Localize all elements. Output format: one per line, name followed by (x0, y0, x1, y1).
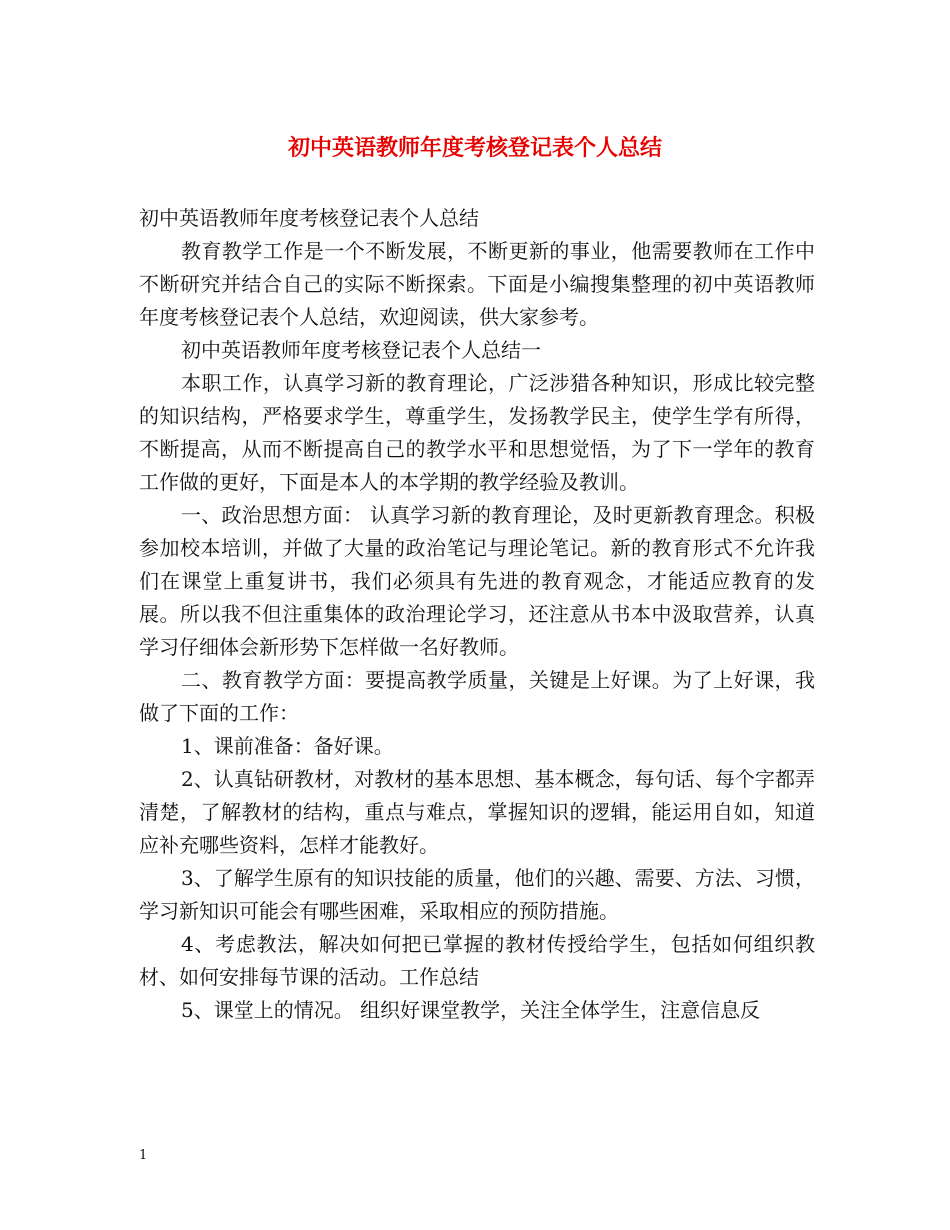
paragraph: 2、认真钻研教材，对教材的基本思想、基本概念，每句话、每个字都弄清楚，了解教材的结构，重点与难点，掌握知识的逻辑，能运用自如，知道应补充哪些资料，怎样才能教好。 (139, 767, 815, 857)
page-number: 1 (139, 1148, 148, 1163)
paragraph: 5、课堂上的情况。 组织好课堂教学，关注全体学生，注意信息反 (181, 998, 761, 1022)
paragraph: 初中英语教师年度考核登记表个人总结一 (181, 338, 541, 362)
paragraph: 本职工作，认真学习新的教育理论，广泛涉猎各种知识，形成比较完整的知识结构，严格要求学生，尊重学生，发扬教学民主，使学生学有所得，不断提高，从而不断提高自己的教学水平和思想觉悟，为了下一学年的教育工作做的更好，下面是本人的本学期的教学经验及教训。 (139, 371, 815, 494)
paragraph: 1、课前准备：备好课。 (181, 734, 394, 758)
paragraph: 初中英语教师年度考核登记表个人总结 (139, 206, 479, 230)
paragraph: 教育教学工作是一个不断发展，不断更新的事业，他需要教师在工作中不断研究并结合自己的实际不断探索。下面是小编搜集整理的初中英语教师年度考核登记表个人总结，欢迎阅读，供大家参考。 (139, 239, 815, 329)
paragraph: 二、教育教学方面：要提高教学质量，关键是上好课。为了上好课，我做了下面的工作： (139, 668, 815, 725)
document-title: 初中英语教师年度考核登记表个人总结 (287, 135, 662, 161)
paragraph: 3、了解学生原有的知识技能的质量，他们的兴趣、需要、方法、习惯，学习新知识可能会有哪些困难，采取相应的预防措施。 (139, 866, 815, 923)
paragraph: 一、政治思想方面： 认真学习新的教育理论，及时更新教育理念。积极参加校本培训，并做了大量的政治笔记与理论笔记。新的教育形式不允许我们在课堂上重复讲书，我们必须具有先进的教育观念，才能适应教育的发展。所以我不但注重集体的政治理论学习，还注意从书本中汲取营养，认真学习仔细体会新形势下怎样做一名好教师。 (139, 503, 815, 659)
paragraph: 4、考虑教法，解决如何把已掌握的教材传授给学生，包括如何组织教材、如何安排每节课的活动。工作总结 (139, 932, 815, 989)
document-body (139, 202, 815, 1027)
